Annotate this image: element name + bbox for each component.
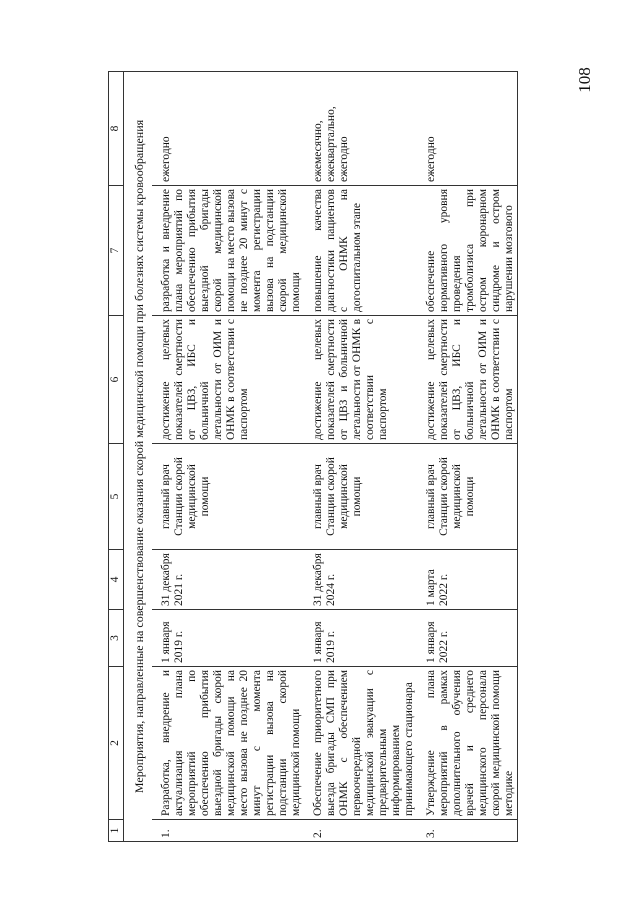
end-date-cell: 31 декабря 2024 г.: [304, 550, 417, 610]
table-row: [417, 72, 518, 842]
col-header-7: 7: [109, 186, 124, 316]
indicator-cell: достижение целевых показателей смертности от ЦВЗ и больничной летальности от ОНМК в соответствии с паспортом: [304, 316, 417, 444]
row-number: 1.: [152, 820, 304, 842]
row-number: 2.: [304, 820, 417, 842]
frequency-cell: ежемесячно, ежеквартально, ежегодно: [304, 72, 417, 186]
section-caption: Мероприятия, направленные на совершенствование оказания скорой медицинской помощи при болезнях системы кровообращения: [124, 72, 153, 842]
measure-cell: Утверждение плана мероприятий в рамках дополнительного обучения врачей и среднего медицинского персонала скорой медицинской помощи методике: [417, 667, 518, 820]
section-caption-row: [124, 72, 153, 842]
responsible-cell: главный врач Станции скорой медицинской помощи: [417, 444, 518, 550]
start-date-cell: 1 января 2019 г.: [304, 610, 417, 667]
responsible-cell: главный врач Станции скорой медицинской помощи: [304, 444, 417, 550]
col-header-2: 2: [109, 667, 124, 820]
measures-table: [108, 71, 518, 842]
result-cell: разработка и внедрение плана мероприятий по обеспечению прибытия выездной бригады скорой медицинской помощи на место вызова не позднее 20 минут с момента регистрации вызова на подстанции скорой медицинской помощи: [152, 186, 304, 316]
col-header-1: 1: [109, 820, 124, 842]
col-header-3: 3: [109, 610, 124, 667]
col-header-5: 5: [109, 444, 124, 550]
frequency-cell: ежегодно: [152, 72, 304, 186]
indicator-cell: достижение целевых показателей смертности от ЦВЗ, ИБС и больничной летальности от ОИМ и ОНМК в соответствии с паспортом: [152, 316, 304, 444]
row-number: 3.: [417, 820, 518, 842]
indicator-cell: достижение целевых показателей смертности от ЦВЗ, ИБС и больничной летальности от ОИМ и ОНМК в соответствии с паспортом: [417, 316, 518, 444]
end-date-cell: 31 декабря 2021 г.: [152, 550, 304, 610]
result-cell: обеспечение нормативного уровня проведения тромболизиса при остром коронарном синдроме и остром нарушении мозгового: [417, 186, 518, 316]
column-number-row: [109, 72, 124, 842]
start-date-cell: 1 января 2022 г.: [417, 610, 518, 667]
frequency-cell: ежегодно: [417, 72, 518, 186]
responsible-cell: главный врач Станции скорой медицинской помощи: [152, 444, 304, 550]
page-number: 108: [575, 67, 594, 93]
col-header-4: 4: [109, 550, 124, 610]
measure-cell: Разработка, внедрение и актуализация плана мероприятий по обеспечению прибытия выездной бригады скорой медицинской помощи на место вызова не позднее 20 минут с момента регистрации вызова на подстанции скорой медицинской помощи: [152, 667, 304, 820]
measure-cell: Обеспечение приоритетного выезда бригады СМП при ОНМК с обеспечением первоочередной медицинской эвакуации с предварительным информированием принимающего стационара: [304, 667, 417, 820]
col-header-6: 6: [109, 316, 124, 444]
end-date-cell: 1 марта 2022 г.: [417, 550, 518, 610]
start-date-cell: 1 января 2019 г.: [152, 610, 304, 667]
table-row: [304, 72, 417, 842]
table-row: [152, 72, 304, 842]
col-header-8: 8: [109, 72, 124, 186]
rotated-table-sheet: [108, 72, 631, 842]
result-cell: повышение качества диагностики пациентов с ОНМК на догоспитальном этапе: [304, 186, 417, 316]
